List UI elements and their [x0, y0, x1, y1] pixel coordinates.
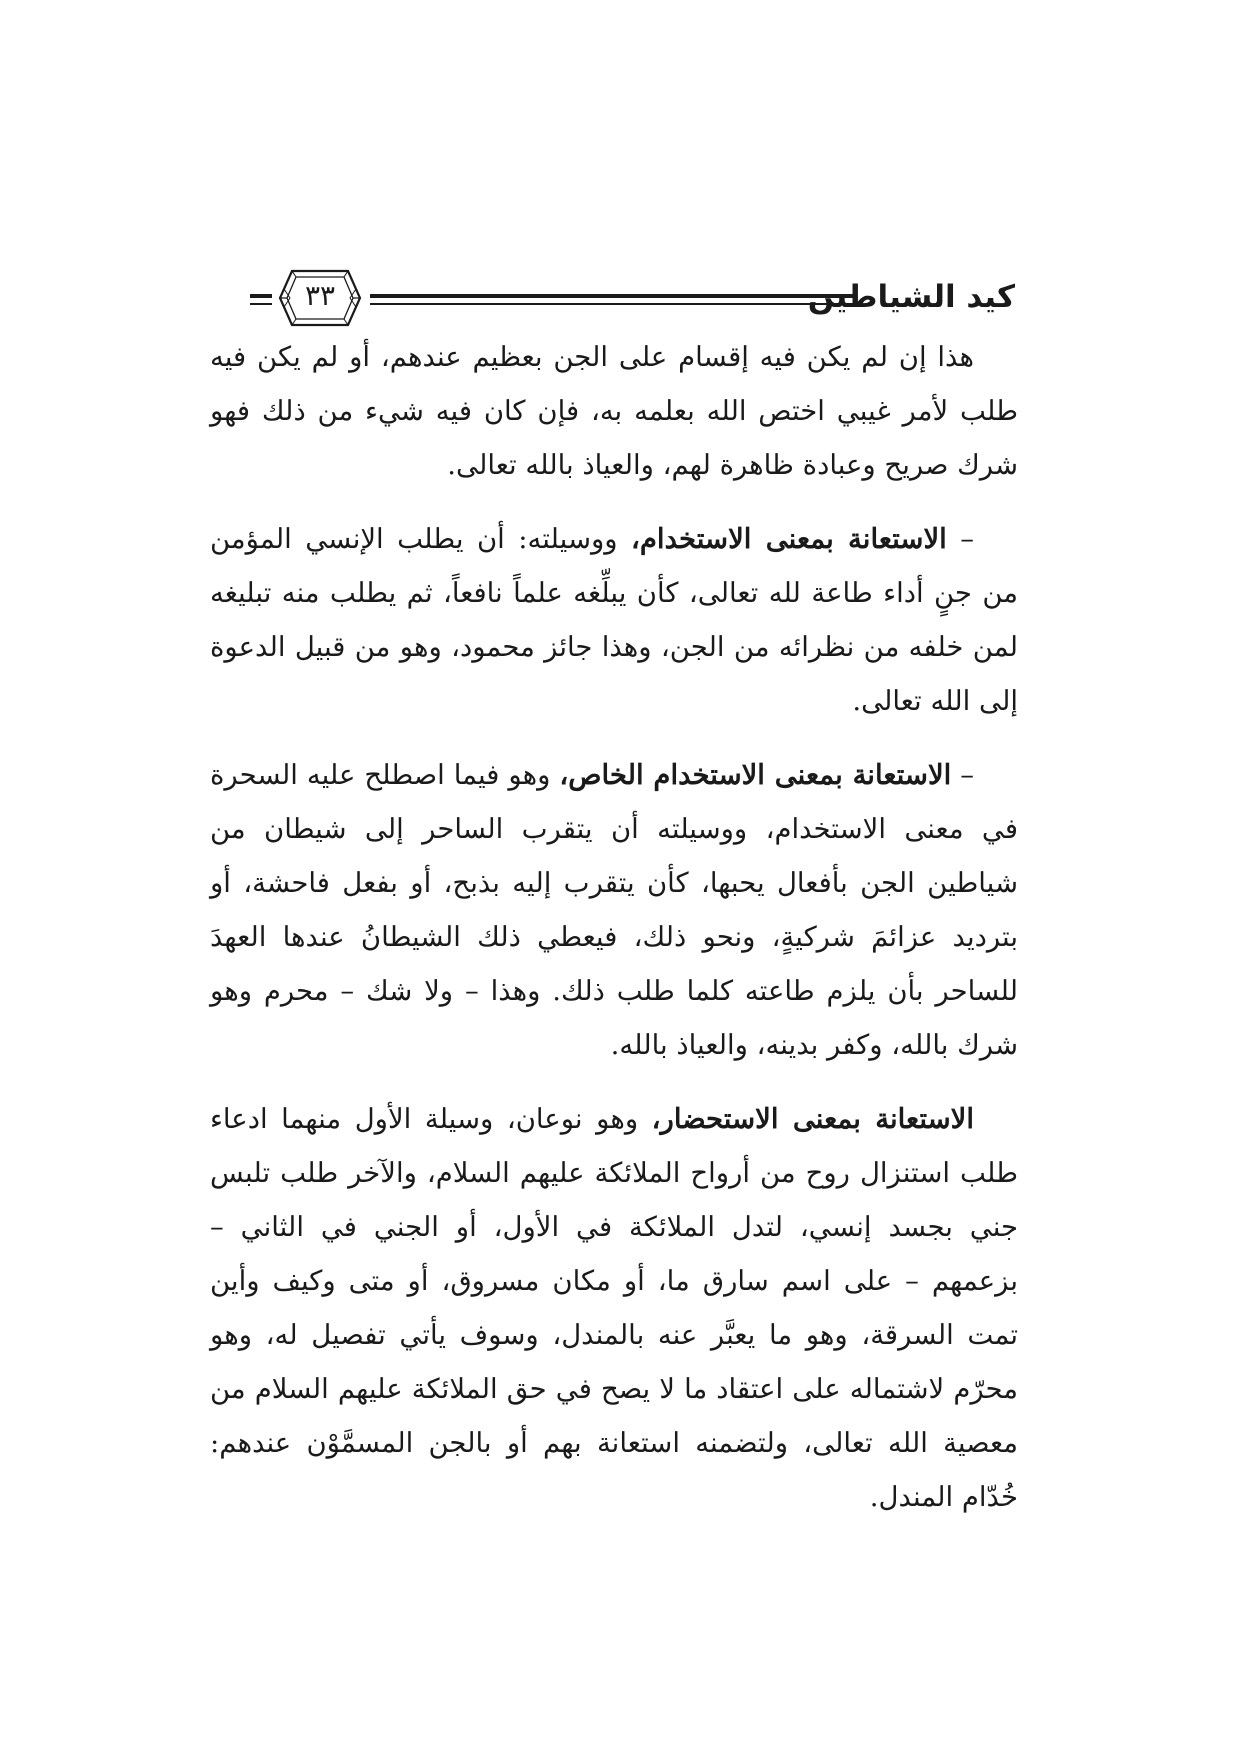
header-rule [370, 303, 855, 305]
bold-term: الاستعانة بمعنى الاستحضار، [651, 1103, 974, 1135]
running-title: كيد الشياطين [807, 279, 1015, 315]
bold-term: الاستعانة بمعنى الاستخدام الخاص، [559, 759, 952, 791]
page-number: ٣٣ [304, 279, 336, 312]
header-rule [370, 294, 855, 298]
header-rule [250, 303, 272, 305]
dash-marker: – [951, 759, 974, 791]
dash-marker: – [946, 523, 974, 555]
header-rule [250, 294, 272, 298]
paragraph [210, 748, 1018, 1072]
paragraph-text: وهو نوعان، وسيلة الأول منهما ادعاء طلب استنزال روح من أرواح الملائكة عليهم السلام، والآخر طلب تلبس جني بجسد إنسي، لتدل الملائكة في الأول، أو الجني في الثاني – بزعمهم – على اسم سارق ما، أو مكان مسروق، أو متى وكيف وأين تمت السرقة، وهو ما يعبَّر عنه بالمندل، وسوف يأتي تفصيل له، وهو محرّم لاشتماله على اعتقاد ما لا يصح في حق الملائكة عليهم السلام من معصية الله تعالى، ولتضمنه استعانة بهم أو بالجن المسمَّوْن عندهم: خُدّام المندل. [210, 1103, 1018, 1513]
paragraph-text: وهو فيما اصطلح عليه السحرة في معنى الاستخدام، ووسيلته أن يتقرب الساحر إلى شيطان من شياطين الجن بأفعال يحبها، كأن يتقرب إليه بذبح، أو بفعل فاحشة، أو بترديد عزائمَ شركيةٍ، ونحو ذلك، فيعطي ذلك الشيطانُ عندها العهدَ للساحر بأن يلزم طاعته كلما طلب ذلك. وهذا – ولا شك – محرم وهو شرك بالله، وكفر بدينه، والعياذ بالله. [210, 759, 1018, 1061]
running-header [250, 265, 1015, 335]
bold-term: الاستعانة بمعنى الاستخدام، [631, 523, 947, 555]
paragraph-text: هذا إن لم يكن فيه إقسام على الجن بعظيم عندهم، أو لم يكن فيه طلب لأمر غيبي اختص الله بعلمه به، فإن كان فيه شيء من ذلك فهو شرك صريح وعبادة ظاهرة لهم، والعياذ بالله تعالى. [210, 341, 1018, 481]
paragraph [210, 1092, 1018, 1524]
page-body [210, 330, 1018, 1544]
page-number-badge [276, 267, 364, 329]
paragraph-text: ووسيلته: أن يطلب الإنسي المؤمن من جنٍ أداء طاعة لله تعالى، كأن يبلِّغه علماً نافعاً، ثم يطلب منه تبليغه لمن خلفه من نظرائه من الجن، وهذا جائز محمود، وهو من قبيل الدعوة إلى الله تعالى. [210, 523, 1018, 717]
paragraph [210, 330, 1018, 492]
paragraph [210, 512, 1018, 728]
